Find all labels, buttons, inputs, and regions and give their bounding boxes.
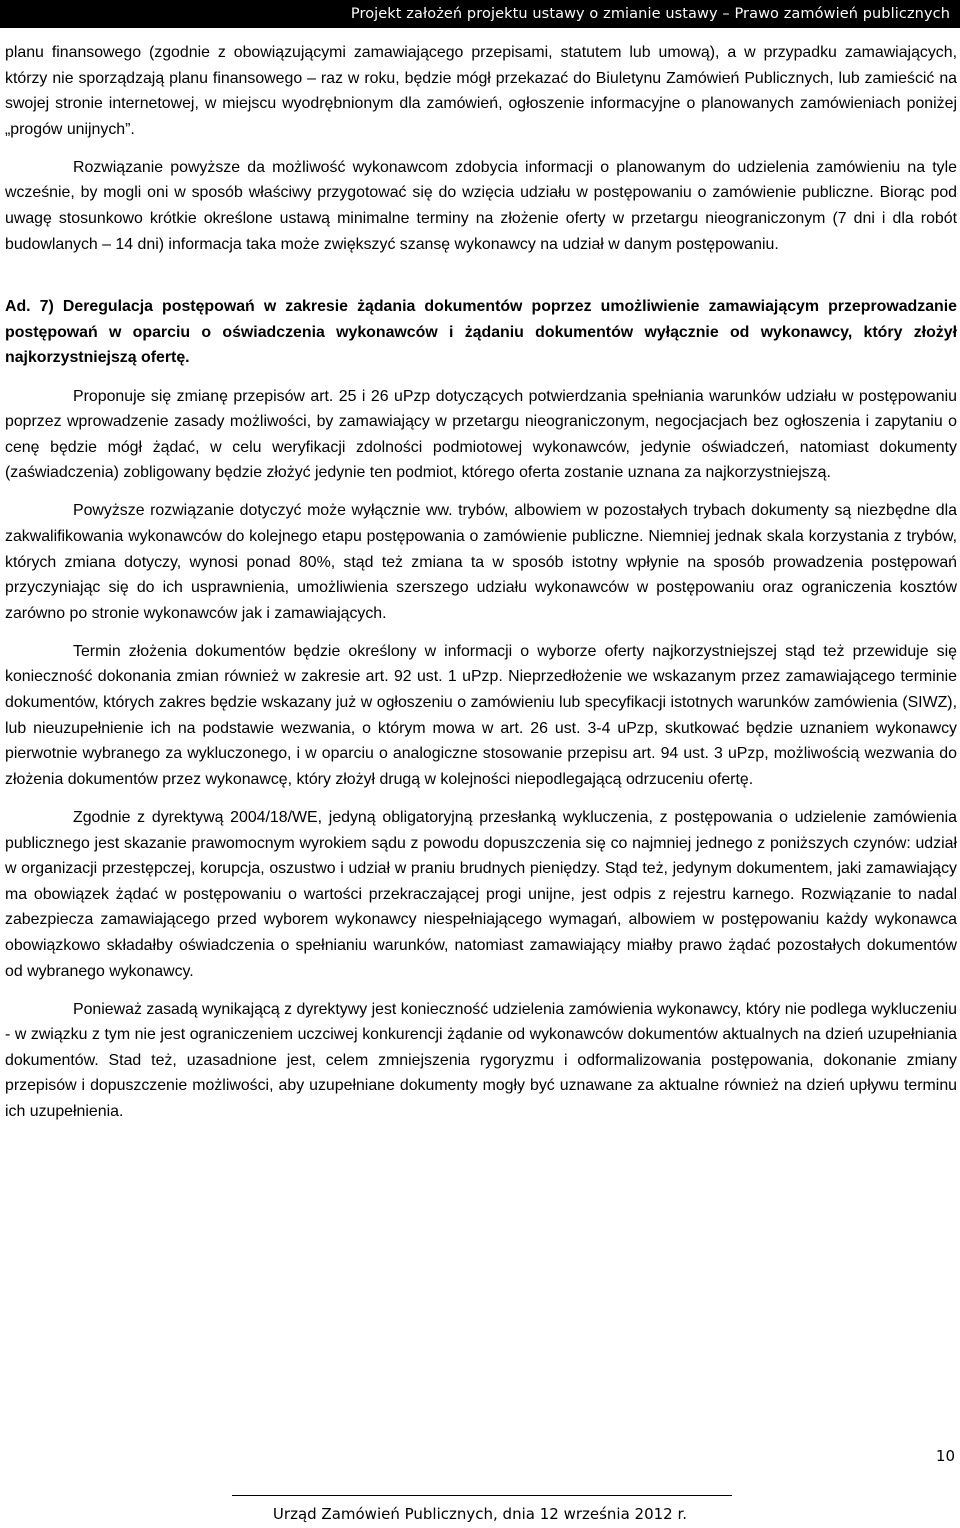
paragraph-art-25-26: Proponuje się zmianę przepisów art. 25 i 26 uPzp dotyczących potwierdzania spełniania warunków udziału w postępowaniu poprzez wprowadzenie zasady możliwości, by zamawiający w przetargu nieograniczonym, negocjacjach bez ogłoszenia i zapytaniu o cenę będzie mógł żądać, w celu weryfikacji zdolności podmiotowej wykonawców, jedynie oświadczeń, natomiast dokumenty (zaświadczenia) zobligowany będzie złożyć jedynie ten podmiot, którego oferta zostanie uznana za najkorzystniejszą. [5, 387, 957, 482]
section-heading-ad-7: Ad. 7) Deregulacja postępowań w zakresie żądania dokumentów poprzez umożliwienie zamawiającym przeprowadzanie postępowań w oparciu o oświadczenia wykonawców i żądaniu dokumentów wyłącznie od wykonawcy, który złożył najkorzystniejszą ofertę. [5, 298, 957, 367]
paragraph-plan-continuation: planu finansowego (zgodnie z obowiązującymi zamawiającego przepisami, statutem lub umową), a w przypadku zamawiających, którzy nie sporządzają planu finansowego – raz w roku, będzie mógł przekazać do Biuletynu Zamówień Publicznych, lub zamieścić na swojej stronie internetowej, w miejscu wyodrębnionym dla zamówień, ogłoszenie informacyjne o planowanych zamówieniach poniżej „progów unijnych”. [5, 44, 957, 138]
header-title: Projekt założeń projektu ustawy o zmianie ustawy – Prawo zamówień publicznych [350, 6, 950, 22]
paragraph-documents-currency: Ponieważ zasadą wynikającą z dyrektywy jest konieczność udzielenia zamówienia wykonawcy, który nie podlega wykluczeniu - w związku z tym nie jest ograniczeniem uczciwej konkurencji żądanie od wykonawców dokumentów aktualnych na dzień uzupełniania dokumentów. Stad też, uzasadnione jest, celem zmniejszenia rygoryzmu i odformalizowania postępowania, dokonanie zmiany przepisów i dopuszczenie możliwości, aby uzupełniane dokumenty mogły być uznawane za aktualne również na dzień upływu terminu ich uzupełnienia. [5, 1000, 957, 1120]
paragraph-document-deadline: Termin złożenia dokumentów będzie określony w informacji o wyborze oferty najkorzystniejszej stąd też przewiduje się konieczność dokonania zmian również w zakresie art. 92 ust. 1 uPzp. Nieprzedłożenie we wskazanym przez zamawiającego terminie dokumentów, których zakres będzie wskazany już w ogłoszeniu o zamówieniu lub specyfikacji istotnych warunków zamówienia (SIWZ), lub nieuzupełnienie ich na podstawie wezwania, o którym mowa w art. 26 ust. 3-4 uPzp, skutkować będzie uznaniem wykonawcy pierwotnie wybranego za wykluczonego, i w oparciu o analogiczne stosowanie przepisu art. 94 ust. 3 uPzp, możliwością wezwania do złożenia dokumentów przez wykonawcę, który złożył drugą w kolejności niepodlegającą odrzuceniu ofertę. [5, 642, 957, 788]
footer-divider [232, 1495, 732, 1496]
page-number: 10 [935, 1447, 955, 1465]
footer-text: Urząd Zamówień Publicznych, dnia 12 września 2012 r. [272, 1505, 688, 1523]
document-body [5, 40, 957, 1125]
paragraph-directive-2004-18: Zgodnie z dyrektywą 2004/18/WE, jedyną obligatoryjną przesłanką wykluczenia, z postępowania o udzielenie zamówienia publicznego jest skazanie prawomocnym wyrokiem sądu z powodu dopuszczenia się co najmniej jednego z poniższych czynów: udział w organizacji przestępczej, korupcja, oszustwo i udział w praniu brudnych pieniędzy. Stąd też, jedynym dokumentem, jaki zamawiający ma obowiązek żądać w postępowaniu o wartości przekraczającej progi unijne, jest odpis z rejestru karnego. Rozwiązanie to nadal zabezpiecza zamawiającego przed wyborem wykonawcy niespełniającego wymagań, albowiem w postępowaniu każdy wykonawca obowiązkowo składałby oświadczenia o spełnianiu warunków, natomiast zamawiający miałby prawo żądać pozostałych dokumentów od wybranego wykonawcy. [5, 808, 957, 980]
document-header [0, 0, 960, 28]
paragraph-solution-benefit: Rozwiązanie powyższe da możliwość wykonawcom zdobycia informacji o planowanym do udzielenia zamówieniu na tyle wcześnie, by mogli oni w sposób właściwy przygotować się do wzięcia udziału w postępowaniu o zamówienie publiczne. Biorąc pod uwagę stosunkowo krótkie określone ustawą minimalne terminy na złożenie oferty w przetargu nieograniczonym (7 dni i dla robót budowlanych – 14 dni) informacja taka może zwiększyć szansę wykonawcy na udział w danym postępowaniu. [5, 158, 957, 253]
paragraph-modes-scope: Powyższe rozwiązanie dotyczyć może wyłącznie ww. trybów, albowiem w pozostałych trybach dokumenty są niezbędne dla zakwalifikowania wykonawców do kolejnego etapu postępowania o zamówienie publiczne. Niemniej jednak skala korzystania z trybów, których zmiana dotyczy, wynosi ponad 80%, stąd też zmiana ta w sposób istotny wpłynie na sposób prowadzenia postępowań przyczyniając się do ich usprawnienia, umożliwienia szerszego udziału wykonawców w postępowaniu oraz ograniczenia kosztów zarówno po stronie wykonawców jak i zamawiających. [5, 502, 957, 622]
